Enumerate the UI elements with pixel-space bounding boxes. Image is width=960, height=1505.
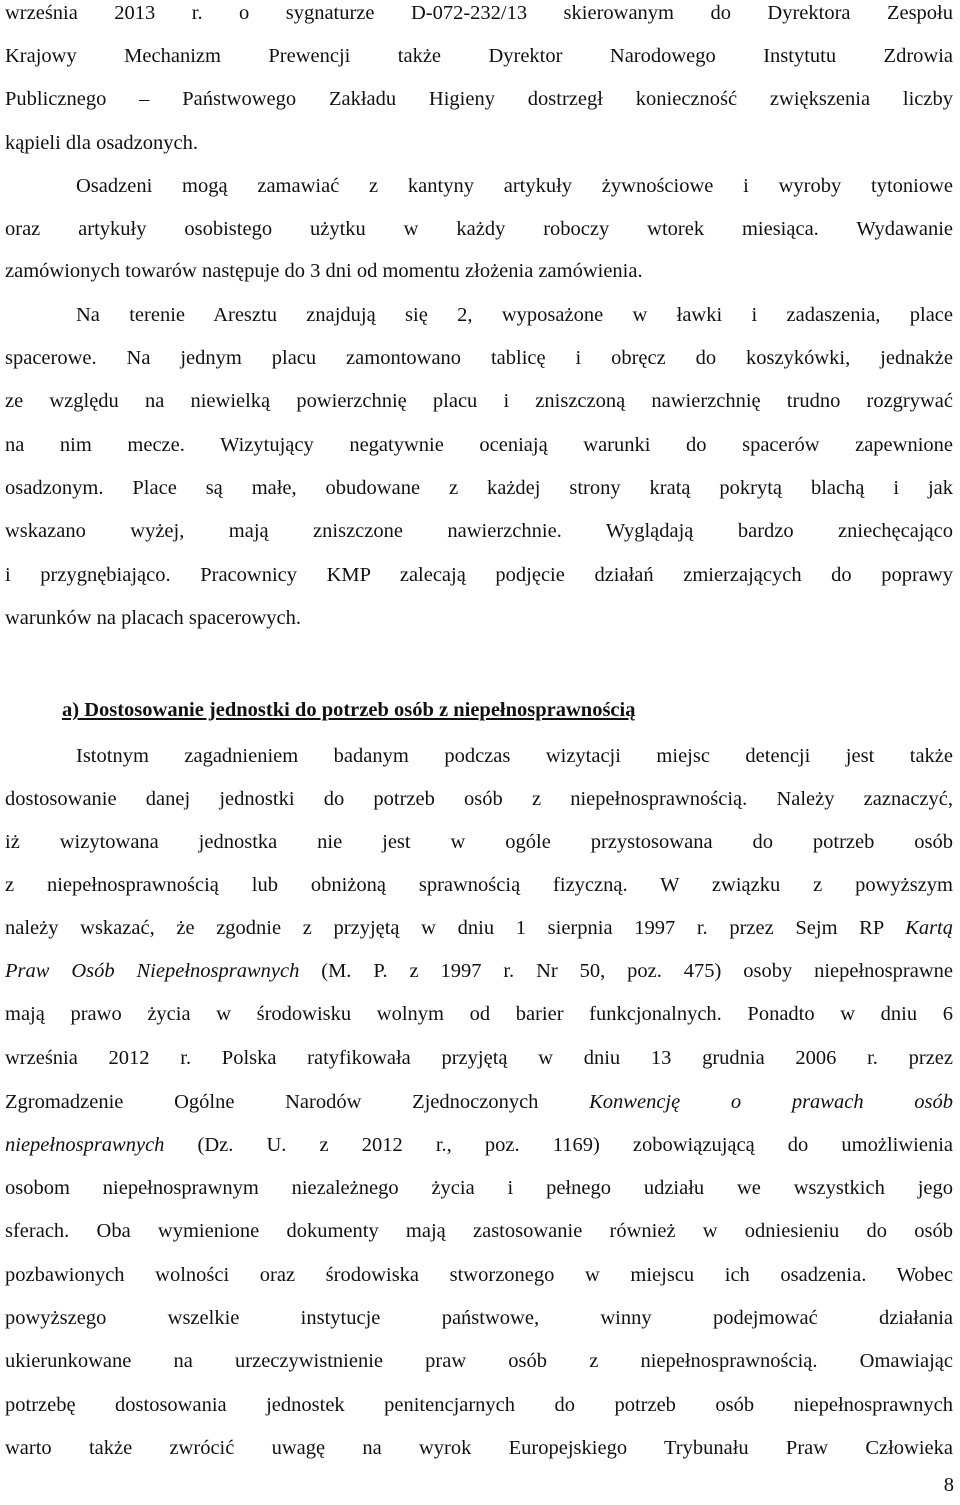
paragraph-line: i przygnębiająco. Pracownicy KMP zalecają podjęcie działań zmierzających do poprawy	[5, 564, 953, 586]
paragraph-line: Istotnym zagadnieniem badanym podczas wizytacji miejsc detencji jest także	[76, 745, 953, 767]
paragraph-line: iż wizytowana jednostka nie jest w ogóle przystosowana do potrzeb osób	[5, 831, 953, 853]
paragraph-line: Publicznego – Państwowego Zakładu Higieny dostrzegł konieczność zwiększenia liczby	[5, 88, 953, 110]
paragraph-line: pozbawionych wolności oraz środowiska stworzonego w miejscu ich osadzenia. Wobec	[5, 1264, 953, 1286]
paragraph-line: osadzonym. Place są małe, obudowane z każdej strony kratą pokrytą blachą i jak	[5, 477, 953, 499]
text-run: (Dz. U. z 2012 r., poz. 1169) zobowiązującą do umożliwienia	[164, 1134, 953, 1156]
paragraph-line: Osadzeni mogą zamawiać z kantyny artykuły żywnościowe i wyroby tytoniowe	[76, 175, 953, 197]
paragraph-line	[5, 1132, 953, 1158]
paragraph-line: września 2012 r. Polska ratyfikowała przyjętą w dniu 13 grudnia 2006 r. przez	[5, 1047, 953, 1069]
paragraph-line: mają prawo życia w środowisku wolnym od barier funkcjonalnych. Ponadto w dniu 6	[5, 1003, 953, 1025]
text-run: (M. P. z 1997 r. Nr 50, poz. 475) osoby niepełnosprawne	[299, 960, 953, 982]
paragraph-line: oraz artykuły osobistego użytku w każdy roboczy wtorek miesiąca. Wydawanie	[5, 218, 953, 240]
paragraph-line: wskazano wyżej, mają zniszczone nawierzchnie. Wyglądają bardzo zniechęcająco	[5, 520, 953, 542]
paragraph-line: warunków na placach spacerowych.	[5, 607, 301, 629]
paragraph-line: zamówionych towarów następuje do 3 dni od momentu złożenia zamówienia.	[5, 260, 643, 282]
paragraph-line	[5, 958, 953, 984]
paragraph-line: warto także zwrócić uwagę na wyrok Europejskiego Trybunału Praw Człowieka	[5, 1437, 953, 1459]
paragraph-line: powyższego wszelkie instytucje państwowe, winny podejmować działania	[5, 1307, 953, 1329]
paragraph-line: na nim mecze. Wizytujący negatywnie oceniają warunki do spacerów zapewnione	[5, 434, 953, 456]
paragraph-line: Na terenie Aresztu znajdują się 2, wyposażone w ławki i zadaszenia, place	[76, 304, 953, 326]
paragraph-line: spacerowe. Na jednym placu zamontowano tablicę i obręcz do koszykówki, jednakże	[5, 347, 953, 369]
paragraph-line: ze względu na niewielką powierzchnię placu i zniszczoną nawierzchnię trudno rozgrywać	[5, 390, 953, 412]
paragraph-line: kąpieli dla osadzonych.	[5, 132, 198, 154]
paragraph-line: ukierunkowane na urzeczywistnienie praw osób z niepełnosprawnością. Omawiając	[5, 1350, 953, 1372]
italic-title: Kartą	[905, 917, 953, 939]
paragraph-line: Krajowy Mechanizm Prewencji także Dyrektor Narodowego Instytutu Zdrowia	[5, 45, 953, 67]
section-heading: a) Dostosowanie jednostki do potrzeb osób z niepełnosprawnością	[62, 699, 636, 721]
italic-title: niepełnosprawnych	[5, 1134, 165, 1156]
paragraph-line: dostosowanie danej jednostki do potrzeb osób z niepełnosprawnością. Należy zaznaczyć,	[5, 788, 953, 810]
paragraph-line	[5, 915, 953, 941]
text-run: należy wskazać, że zgodnie z przyjętą w dniu 1 sierpnia 1997 r. przez Sejm RP	[5, 917, 906, 939]
paragraph-line: osobom niepełnosprawnym niezależnego życia i pełnego udziału we wszystkich jego	[5, 1177, 953, 1199]
italic-title: Konwencję o prawach osób	[589, 1091, 953, 1113]
text-run: Zgromadzenie Ogólne Narodów Zjednoczonych	[5, 1091, 590, 1113]
paragraph-line: z niepełnosprawnością lub obniżoną sprawnością fizyczną. W związku z powyższym	[5, 874, 953, 896]
page-number: 8	[943, 1474, 954, 1496]
paragraph-line: sferach. Oba wymienione dokumenty mają zastosowanie również w odniesieniu do osób	[5, 1220, 953, 1242]
paragraph-line: potrzebę dostosowania jednostek penitencjarnych do potrzeb osób niepełnosprawnych	[5, 1394, 953, 1416]
paragraph-line: września 2013 r. o sygnaturze D-072-232/13 skierowanym do Dyrektora Zespołu	[5, 2, 953, 24]
paragraph-line	[5, 1089, 953, 1115]
italic-title: Praw Osób Niepełnosprawnych	[5, 960, 300, 982]
